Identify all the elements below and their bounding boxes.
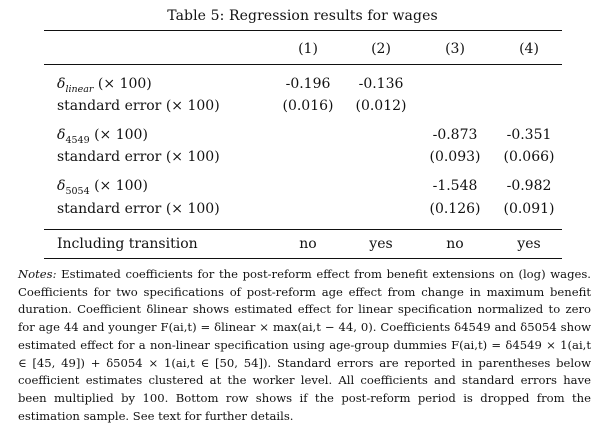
- row-label-standard-error: standard error (× 100): [57, 149, 220, 165]
- table-cell: -0.136: [358, 76, 404, 92]
- notes-text: Estimated coefficients for the post-reform effect from benefit extensions on (log) wages. Coefficients for two specifications of post-reform age effect from change in maximum benefit duration. Coefficient δlinear shows estimated effect for linear specification normalized to zero for age 44 and younger F(ai,t) = δlinear × max(ai,t − 44, 0). Coefficients δ4549 and δ5054 show estimated effect for a non-linear specification using age-group dummies F(ai,t) = δ4549 × 1(ai,t ∈ [45, 49]) + δ5054 × 1(ai,t ∈ [50, 54]). Standard errors are reported in parentheses below coefficient estimates clustered at the worker level. All coefficients and standard errors have been multiplied by 100. Bottom row shows if the post-reform period is dropped from the estimation sample. See text for further details.: [18, 267, 591, 423]
- column-header: (3): [445, 41, 465, 57]
- table-cell: (0.093): [429, 149, 481, 165]
- table-cell: yes: [369, 236, 393, 252]
- row-label-delta-5054: $\delta_{5054}$ (× 100): [57, 178, 148, 197]
- notes-lead: Notes:: [18, 267, 57, 281]
- column-header: (4): [519, 41, 539, 57]
- table-cell: -1.548: [432, 178, 478, 194]
- table-cell: -0.873: [432, 127, 478, 143]
- header-rule: [44, 64, 562, 65]
- row-label-delta-linear: $\delta_{linear}$ (× 100): [57, 76, 152, 95]
- table-cell: (0.126): [429, 201, 481, 217]
- column-header: (2): [371, 41, 391, 57]
- table-cell: -0.351: [506, 127, 552, 143]
- table-cell: (0.012): [355, 98, 407, 114]
- row-label-delta-4549: $\delta_{4549}$ (× 100): [57, 127, 148, 146]
- row-label-standard-error: standard error (× 100): [57, 201, 220, 217]
- table-caption: Table 5: Regression results for wages: [167, 8, 438, 24]
- table-notes: [18, 266, 591, 425]
- row-label-including-transition: Including transition: [57, 236, 198, 252]
- mid-rule: [44, 229, 562, 230]
- table-cell: yes: [517, 236, 541, 252]
- top-rule: [44, 30, 562, 31]
- table-cell: -0.982: [506, 178, 552, 194]
- table-cell: no: [299, 236, 317, 252]
- table-cell: (0.066): [503, 149, 555, 165]
- table-cell: -0.196: [285, 76, 331, 92]
- table-cell: no: [446, 236, 464, 252]
- column-header: (1): [298, 41, 318, 57]
- table-cell: (0.091): [503, 201, 555, 217]
- bottom-rule: [44, 258, 562, 259]
- row-label-standard-error: standard error (× 100): [57, 98, 220, 114]
- table-cell: (0.016): [282, 98, 334, 114]
